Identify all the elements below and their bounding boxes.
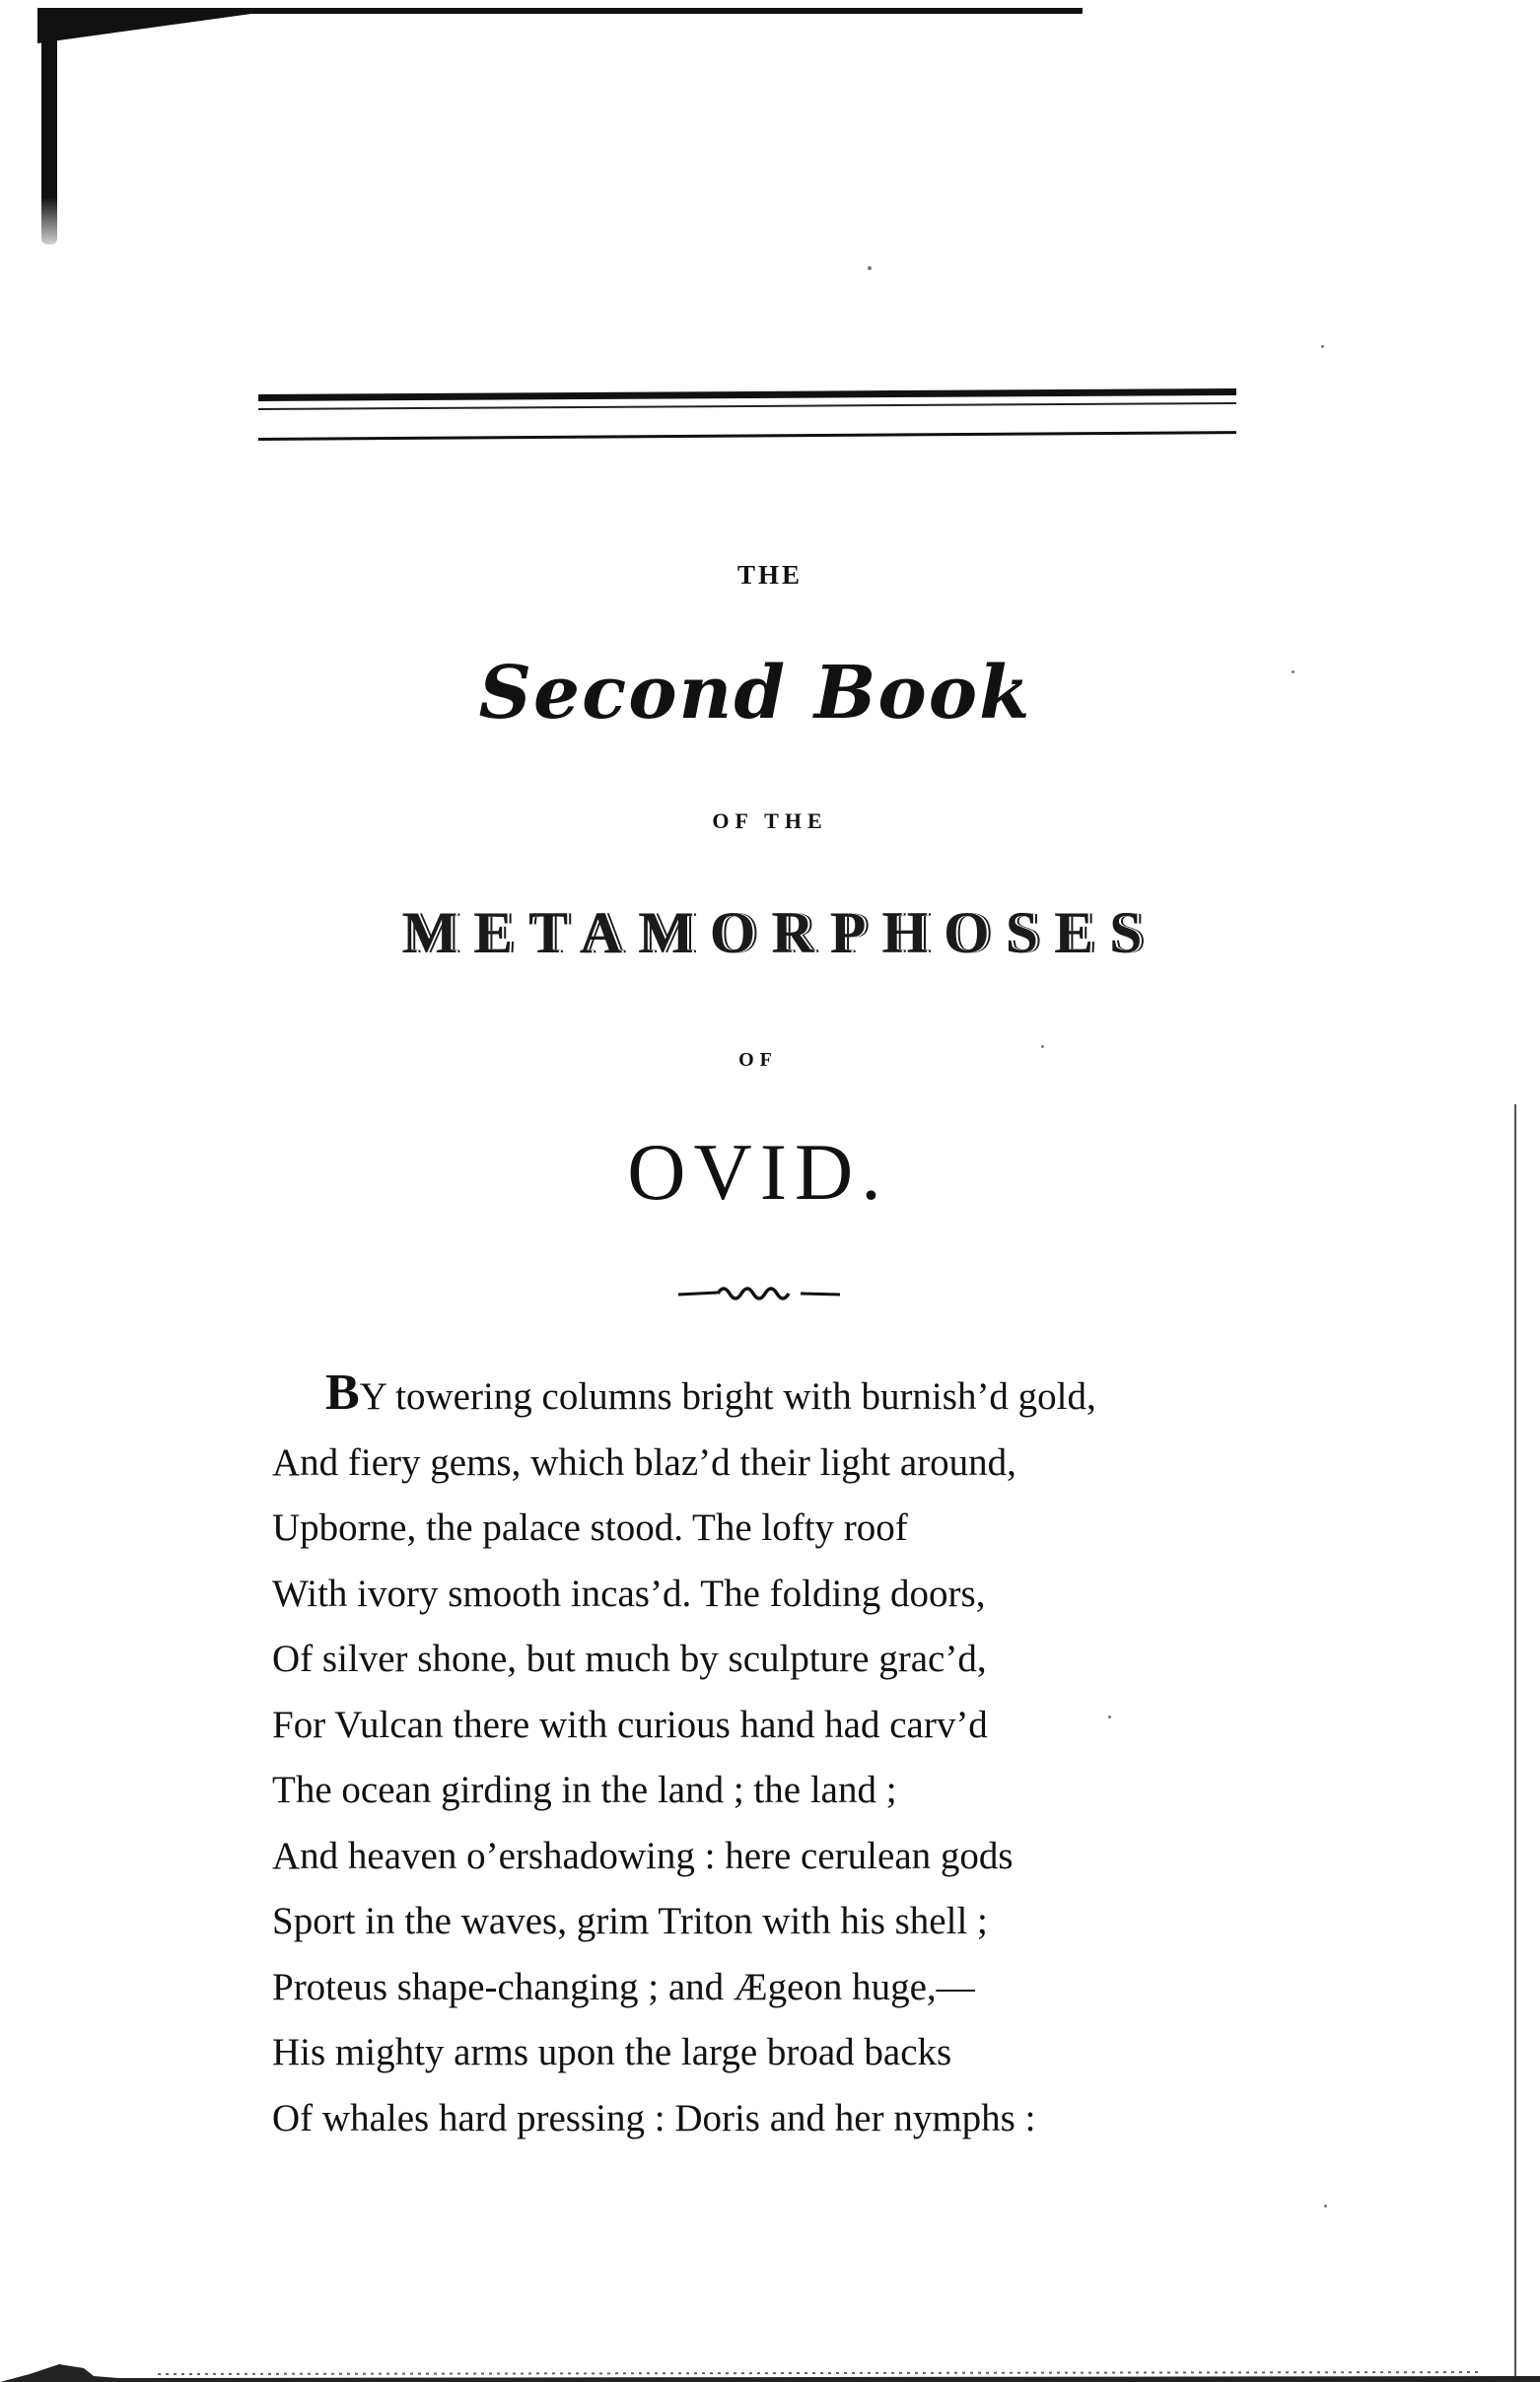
author-name: OVID. (627, 1127, 889, 1217)
scan-speck (868, 266, 872, 270)
scan-speck (1108, 1716, 1111, 1718)
page-edge-line (1514, 1104, 1516, 2376)
poem-line: Of silver shone, but much by sculpture grac’d, (272, 1638, 987, 1680)
poem-line: For Vulcan there with curious hand had carv’d (272, 1703, 988, 1746)
title-of: OF (738, 1049, 778, 1071)
header-rule-lower (258, 431, 1236, 441)
poem-line: Proteus shape-changing ; and Ægeon huge,— (272, 1965, 975, 2008)
binding-corner (37, 8, 294, 43)
poem-line: And fiery gems, which blaz’d their light around, (272, 1440, 1016, 1484)
title-the: THE (736, 560, 804, 590)
poem-line: Sport in the waves, grim Triton with his shell ; (272, 1900, 988, 1942)
wave-scroll-ornament-icon (678, 1282, 840, 1305)
poem-body (272, 1365, 1258, 2151)
scan-speck (1321, 345, 1324, 348)
poem-line: His mighty arms upon the large broad backs (272, 2031, 952, 2073)
scan-speck (1041, 1045, 1044, 1048)
scan-speck (1324, 2205, 1327, 2207)
work-title: METAMORPHOSES (401, 900, 1158, 965)
drop-cap: B (325, 1365, 360, 1421)
poem-line: With ivory smooth incas’d. The folding doors, (272, 1572, 986, 1615)
book-title: Second Book (478, 651, 1032, 736)
binding-edge-left (41, 8, 57, 245)
header-rule-thin (258, 402, 1236, 410)
bottom-scan-edge (0, 2354, 1540, 2382)
poem-line-first (272, 1365, 1258, 1431)
title-of-the: OF THE (712, 808, 828, 833)
poem-line: And heaven o’ershadowing : here cerulean gods (272, 1834, 1014, 1877)
poem-line: Upborne, the palace stood. The lofty roof (272, 1506, 908, 1549)
poem-line: Of whales hard pressing : Doris and her nymphs : (272, 2096, 1036, 2139)
scan-speck (1292, 670, 1295, 673)
first-line-text: Y towering columns bright with burnish’d gold, (359, 1375, 1096, 1418)
header-rule-thick (258, 388, 1236, 401)
poem-line: The ocean girding in the land ; the land ; (272, 1769, 897, 1811)
